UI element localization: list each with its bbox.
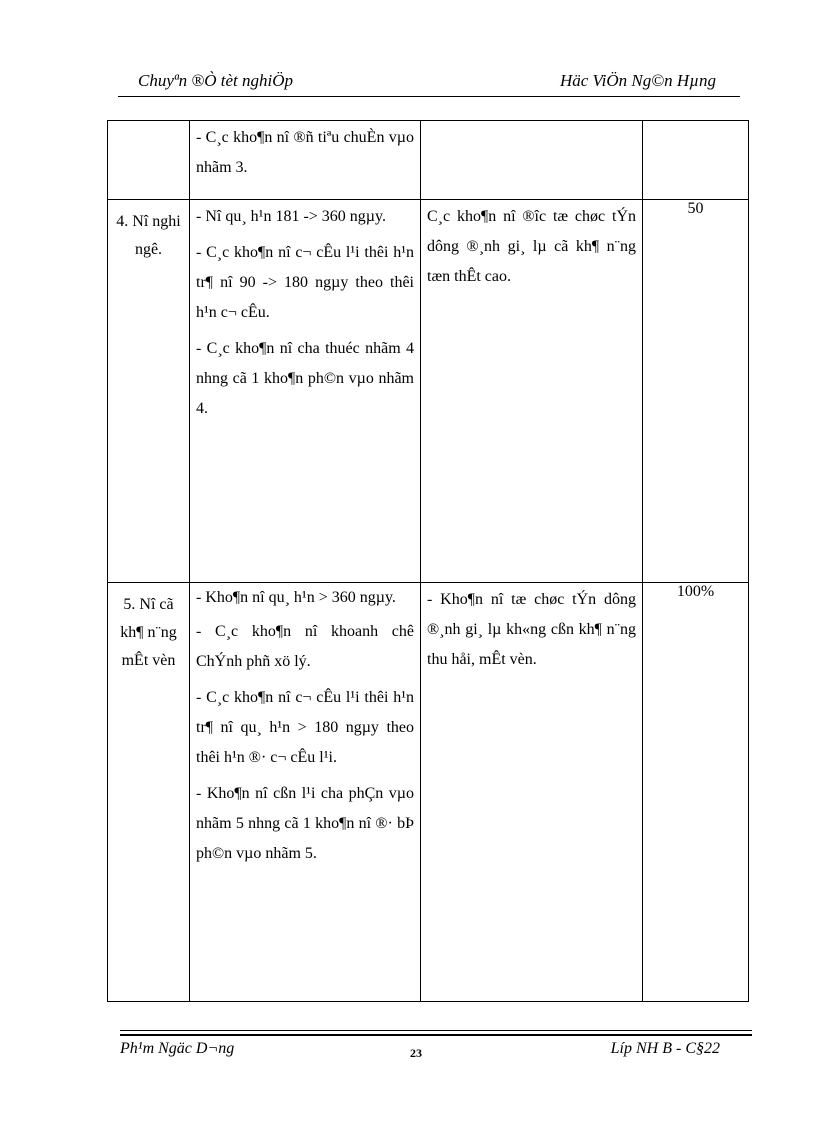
page-number: 23 (410, 1046, 422, 1060)
criteria-text: - C¸c kho¶n nî ®ñ tiªu chuÈn vµo nhãm 3. (196, 129, 414, 176)
provision-rate: 100% (676, 583, 715, 600)
page-header (118, 66, 740, 97)
group-label: 5. Nî cã kh¶ n¨ng mÊt vèn (120, 596, 177, 669)
table-cell-description (421, 200, 643, 583)
table-cell-description (421, 121, 643, 200)
criteria-text: - Kho¶n nî qu¸ h¹n > 360 ngµy. (196, 589, 396, 606)
criteria-text: - Kho¶n nî cßn l¹i cha phÇn vµo nhãm 5 nhng cã 1 kho¶n nî ®· bÞ ph©n vµo nhãm 5. (196, 785, 414, 862)
criteria-text: - C¸c kho¶n nî cha thuéc nhãm 4 nhng cã 1 kho¶n ph©n vµo nhãm 4. (196, 340, 414, 417)
table-row (108, 583, 749, 1002)
footer-class: Líp NH B - C§22 (610, 1040, 720, 1057)
footer-divider (120, 1034, 752, 1036)
table-cell-description (421, 583, 643, 1002)
criteria-text: - Nî qu¸ h¹n 181 -> 360 ngµy. (196, 208, 386, 225)
description-text: - Kho¶n nî tæ chøc tÝn dông ®¸nh gi¸ lµ kh«ng cßn kh¶ n¨ng thu håi, mÊt vèn. (427, 591, 636, 668)
table-cell-group (108, 200, 190, 583)
footer-divider (120, 1030, 752, 1031)
table-cell-criteria (190, 583, 421, 1002)
criteria-text: - C¸c kho¶n nî c¬ cÊu l¹i thêi h¹n tr¶ nî 90 -> 180 ngµy theo thêi h¹n c¬ cÊu. (196, 244, 414, 321)
table-cell-group (108, 583, 190, 1002)
provision-rate: 50 (687, 200, 704, 217)
description-text: C¸c kho¶n nî ®îc tæ chøc tÝn dông ®¸nh gi¸ lµ cã kh¶ n¨ng tæn thÊt cao. (427, 208, 636, 285)
header-institution: Häc ViÖn Ng©n Hµng (559, 71, 716, 90)
criteria-text: - C¸c kho¶n nî c¬ cÊu l¹i thêi h¹n tr¶ nî qu¸ h¹n > 180 ngµy theo thêi h¹n ®· c¬ cÊu l¹i. (196, 689, 414, 766)
table-cell-group (108, 121, 190, 200)
table-cell-rate (643, 200, 749, 583)
header-thesis-title: Chuyªn ®Ò tèt nghiÖp (138, 71, 294, 90)
table-cell-rate (643, 121, 749, 200)
criteria-text: - C¸c kho¶n nî khoanh chê ChÝnh phñ xö lý. (196, 623, 414, 670)
table-cell-criteria (190, 121, 421, 200)
table-cell-rate (643, 583, 749, 1002)
debt-classification-table (107, 120, 749, 1002)
group-label: 4. Nî nghi ngê. (116, 213, 181, 258)
table-cell-criteria (190, 200, 421, 583)
page-footer (120, 1040, 720, 1066)
table-row (108, 121, 749, 200)
footer-author: Ph¹m Ngäc D¬ng (120, 1040, 235, 1057)
table-row (108, 200, 749, 583)
